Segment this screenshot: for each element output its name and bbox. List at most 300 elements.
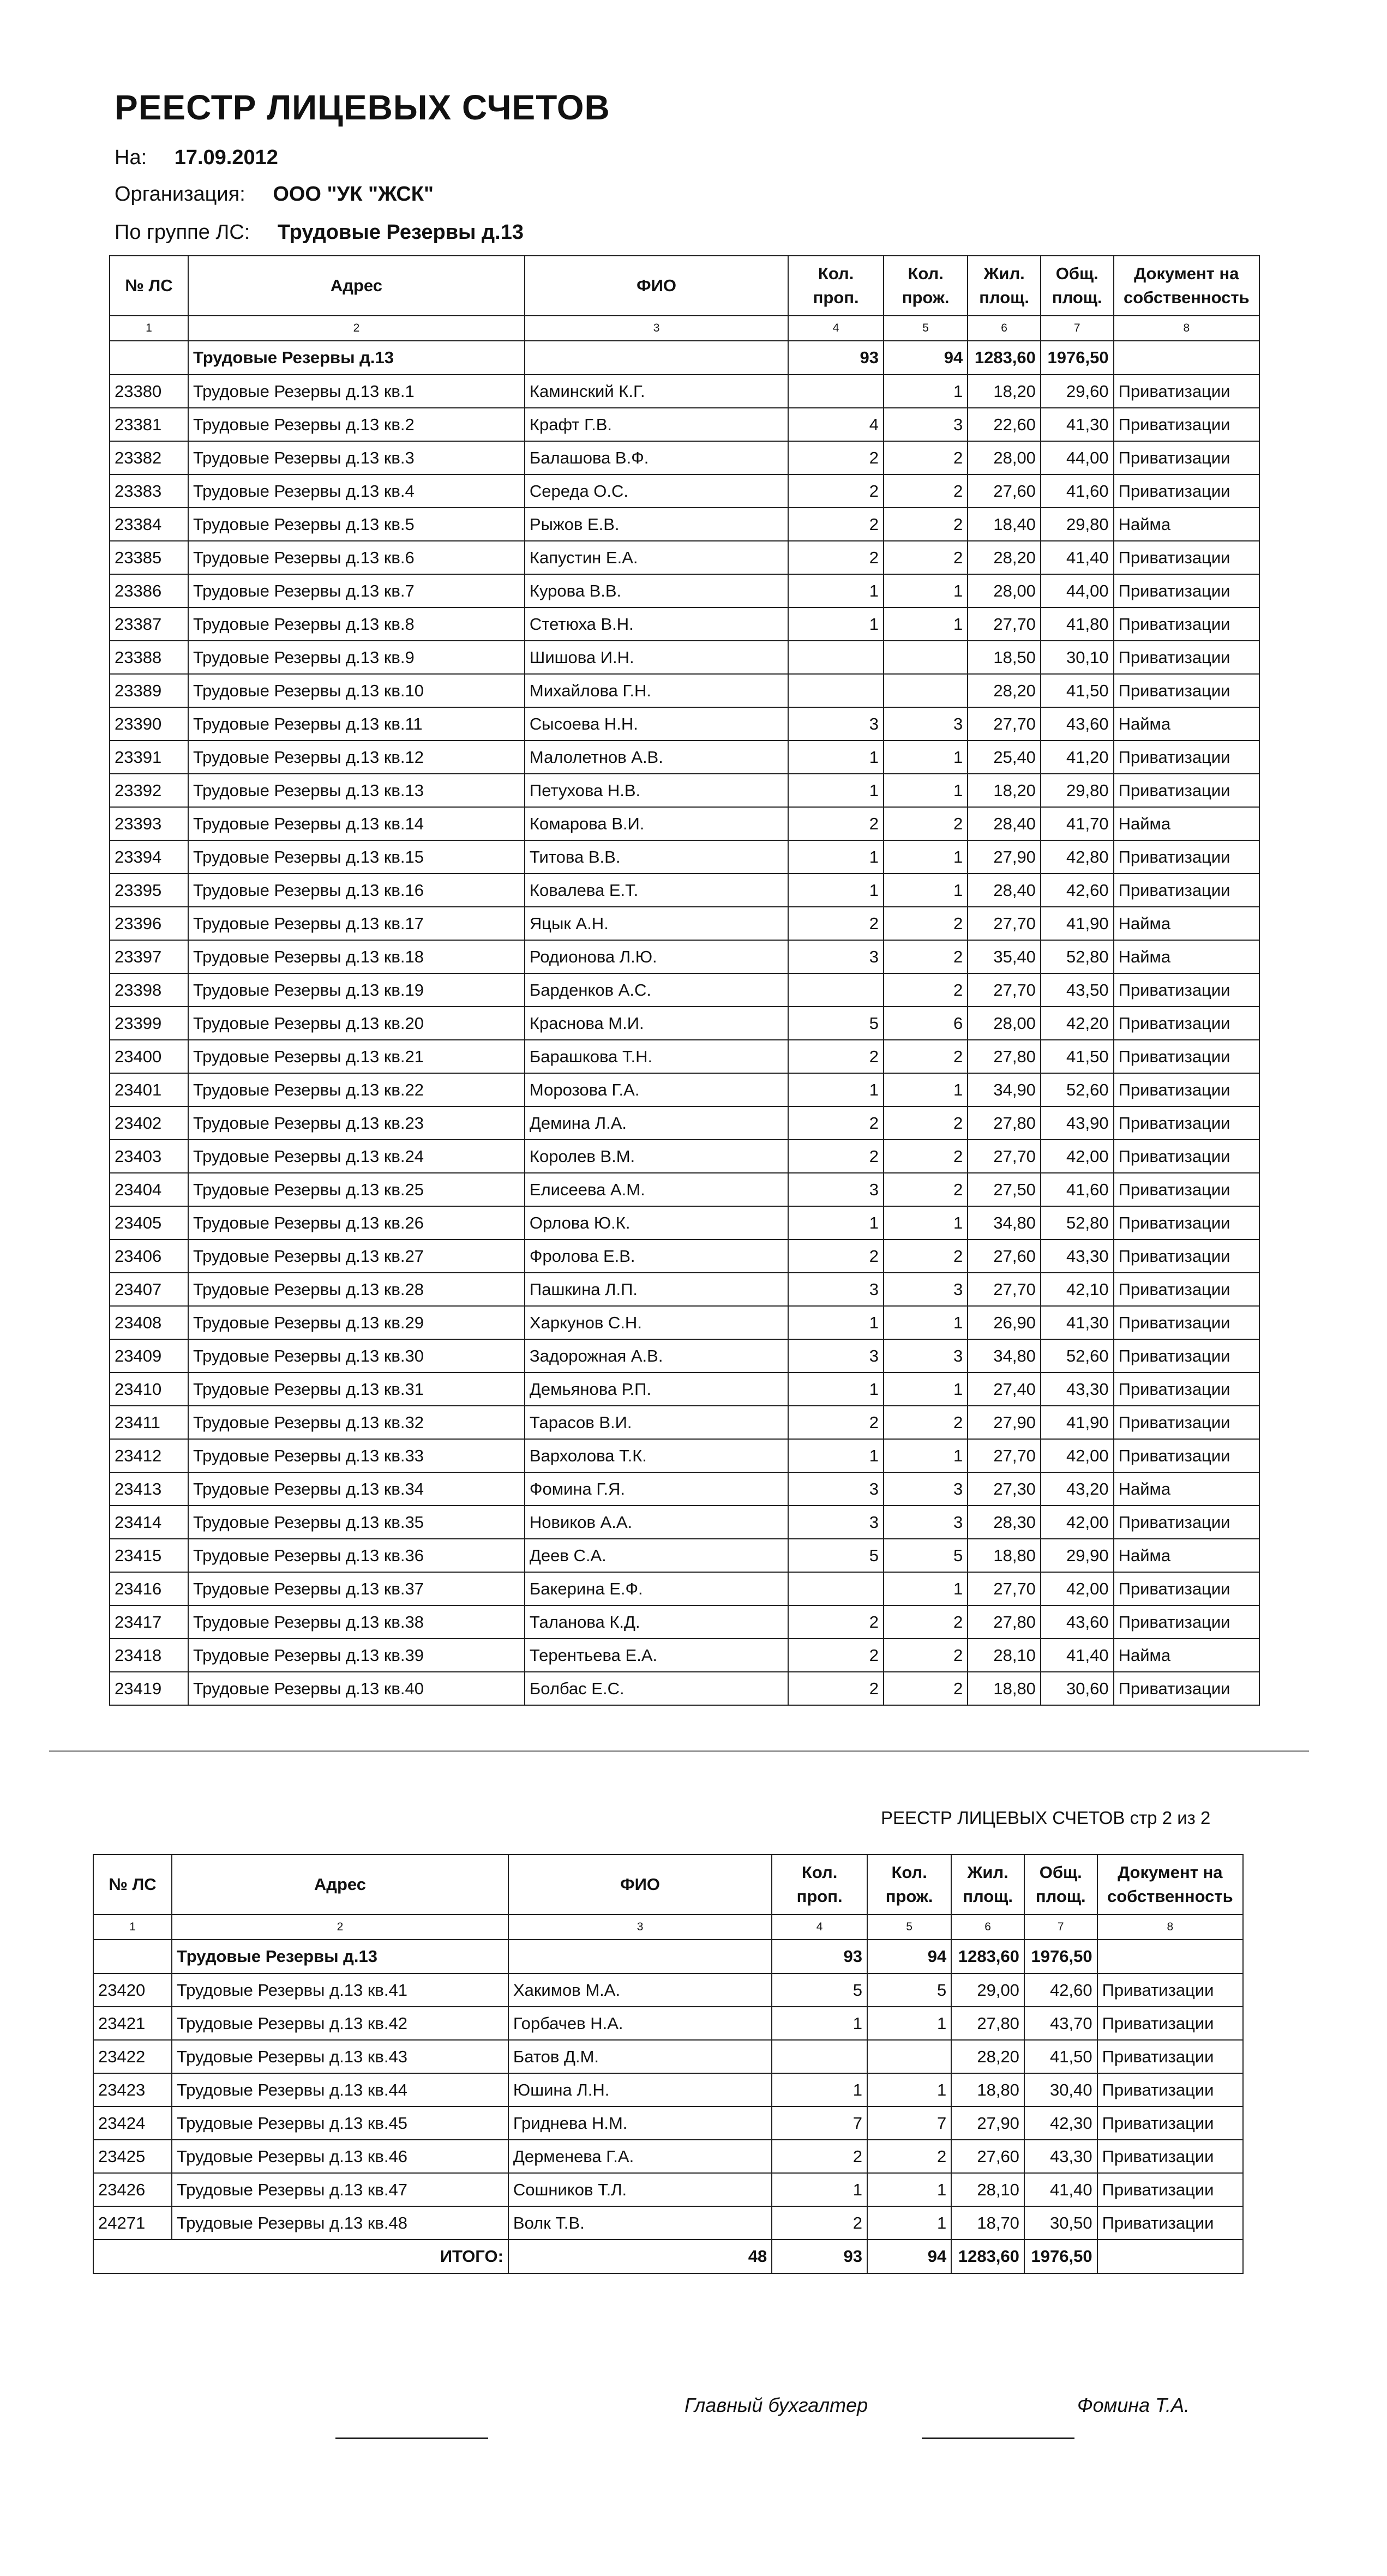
ownership-document: Приватизации xyxy=(1114,1273,1259,1306)
ownership-document: Приватизации xyxy=(1114,741,1259,774)
column-number: 4 xyxy=(772,1915,867,1940)
residing-count: 1 xyxy=(867,2007,951,2040)
living-area: 34,80 xyxy=(968,1339,1041,1373)
owner-name: Елисеева А.М. xyxy=(525,1173,788,1206)
total-area: 41,30 xyxy=(1041,408,1114,441)
account-number: 23403 xyxy=(110,1140,188,1173)
living-area: 27,40 xyxy=(968,1373,1041,1406)
table-row xyxy=(110,408,1259,441)
ownership-document: Приватизации xyxy=(1114,474,1259,508)
total-zhil: 1283,60 xyxy=(951,2240,1024,2273)
column-number: 3 xyxy=(525,316,788,341)
table-row xyxy=(110,1639,1259,1672)
owner-name: Яцык А.Н. xyxy=(525,907,788,940)
account-number: 23384 xyxy=(110,508,188,541)
living-area: 27,70 xyxy=(968,1273,1041,1306)
living-area: 27,80 xyxy=(951,2007,1024,2040)
address: Трудовые Резервы д.13 кв.2 xyxy=(188,408,525,441)
living-area: 18,20 xyxy=(968,375,1041,408)
total-area: 30,60 xyxy=(1041,1672,1114,1705)
owner-name: Тарасов В.И. xyxy=(525,1406,788,1439)
group-obsh: 1976,50 xyxy=(1041,341,1114,375)
living-area: 27,50 xyxy=(968,1173,1041,1206)
owner-name: Комарова В.И. xyxy=(525,807,788,840)
registered-count: 1 xyxy=(788,840,884,874)
table-row xyxy=(110,1605,1259,1639)
group-prop: 93 xyxy=(772,1940,867,1973)
account-number: 23411 xyxy=(110,1406,188,1439)
address: Трудовые Резервы д.13 кв.45 xyxy=(172,2106,508,2140)
account-number: 23423 xyxy=(93,2073,172,2106)
owner-name: Петухова Н.В. xyxy=(525,774,788,807)
group-label: По группе ЛС: xyxy=(115,221,250,244)
total-prop: 93 xyxy=(772,2240,867,2273)
total-area: 29,80 xyxy=(1041,508,1114,541)
registered-count: 1 xyxy=(788,1373,884,1406)
table-row xyxy=(110,1140,1259,1173)
residing-count: 1 xyxy=(867,2073,951,2106)
column-header: Общ. площ. xyxy=(1024,1855,1097,1915)
registered-count: 1 xyxy=(788,1439,884,1472)
living-area: 18,70 xyxy=(951,2206,1024,2240)
column-header: Кол. прож. xyxy=(867,1855,951,1915)
living-area: 27,80 xyxy=(968,1605,1041,1639)
living-area: 28,40 xyxy=(968,807,1041,840)
account-number: 23421 xyxy=(93,2007,172,2040)
total-area: 43,60 xyxy=(1041,707,1114,741)
group-fio-cell xyxy=(508,1940,772,1973)
living-area: 18,40 xyxy=(968,508,1041,541)
address: Трудовые Резервы д.13 кв.7 xyxy=(188,574,525,607)
registry-table-page-1 xyxy=(109,255,1260,1706)
owner-name: Рыжов Е.В. xyxy=(525,508,788,541)
residing-count xyxy=(867,2040,951,2073)
table-row xyxy=(110,1572,1259,1605)
living-area: 27,70 xyxy=(968,1140,1041,1173)
address: Трудовые Резервы д.13 кв.38 xyxy=(188,1605,525,1639)
address: Трудовые Резервы д.13 кв.42 xyxy=(172,2007,508,2040)
owner-name: Малолетнов А.В. xyxy=(525,741,788,774)
residing-count: 3 xyxy=(884,1472,968,1506)
address: Трудовые Резервы д.13 кв.24 xyxy=(188,1140,525,1173)
group-summary-row xyxy=(110,341,1259,375)
ownership-document: Найма xyxy=(1114,1539,1259,1572)
living-area: 27,70 xyxy=(968,607,1041,641)
table-row xyxy=(110,1007,1259,1040)
table-row xyxy=(110,1273,1259,1306)
account-number: 23417 xyxy=(110,1605,188,1639)
account-number: 23392 xyxy=(110,774,188,807)
residing-count: 1 xyxy=(884,741,968,774)
column-number: 2 xyxy=(172,1915,508,1940)
address: Трудовые Резервы д.13 кв.14 xyxy=(188,807,525,840)
residing-count: 2 xyxy=(884,1605,968,1639)
account-number: 23396 xyxy=(110,907,188,940)
account-number: 23394 xyxy=(110,840,188,874)
table-row xyxy=(110,375,1259,408)
ownership-document: Приватизации xyxy=(1114,1373,1259,1406)
ownership-document: Найма xyxy=(1114,508,1259,541)
residing-count: 2 xyxy=(884,1239,968,1273)
residing-count: 3 xyxy=(884,408,968,441)
total-area: 43,30 xyxy=(1041,1373,1114,1406)
registered-count: 2 xyxy=(788,1605,884,1639)
table-row xyxy=(110,1506,1259,1539)
table-row xyxy=(110,1040,1259,1073)
ownership-document: Приватизации xyxy=(1114,1339,1259,1373)
living-area: 18,80 xyxy=(968,1672,1041,1705)
total-area: 41,50 xyxy=(1041,1040,1114,1073)
account-number: 23420 xyxy=(93,1973,172,2007)
registered-count: 2 xyxy=(788,1106,884,1140)
address: Трудовые Резервы д.13 кв.36 xyxy=(188,1539,525,1572)
address: Трудовые Резервы д.13 кв.6 xyxy=(188,541,525,574)
registered-count: 2 xyxy=(788,1040,884,1073)
table-row xyxy=(93,2040,1243,2073)
owner-name: Капустин Е.А. xyxy=(525,541,788,574)
owner-name: Середа О.С. xyxy=(525,474,788,508)
total-area: 43,90 xyxy=(1041,1106,1114,1140)
column-header: Жил. площ. xyxy=(951,1855,1024,1915)
column-header: ФИО xyxy=(508,1855,772,1915)
registered-count: 1 xyxy=(788,1073,884,1106)
residing-count: 1 xyxy=(884,1073,968,1106)
owner-name: Сысоева Н.Н. xyxy=(525,707,788,741)
total-count: 48 xyxy=(508,2240,772,2273)
residing-count: 6 xyxy=(884,1007,968,1040)
table-row xyxy=(110,1439,1259,1472)
living-area: 27,80 xyxy=(968,1106,1041,1140)
owner-name: Морозова Г.А. xyxy=(525,1073,788,1106)
address: Трудовые Резервы д.13 кв.4 xyxy=(188,474,525,508)
column-header: Кол. проп. xyxy=(772,1855,867,1915)
owner-name: Каминский К.Г. xyxy=(525,375,788,408)
registered-count: 1 xyxy=(788,1306,884,1339)
total-area: 43,30 xyxy=(1024,2140,1097,2173)
column-number: 7 xyxy=(1024,1915,1097,1940)
column-number: 8 xyxy=(1114,316,1259,341)
residing-count: 2 xyxy=(884,1040,968,1073)
account-number: 23387 xyxy=(110,607,188,641)
table-row xyxy=(110,774,1259,807)
residing-count: 2 xyxy=(884,807,968,840)
owner-name: Таланова К.Д. xyxy=(525,1605,788,1639)
total-area: 41,90 xyxy=(1041,907,1114,940)
total-area: 52,60 xyxy=(1041,1073,1114,1106)
total-area: 43,70 xyxy=(1024,2007,1097,2040)
living-area: 28,00 xyxy=(968,574,1041,607)
living-area: 25,40 xyxy=(968,741,1041,774)
owner-name: Родионова Л.Ю. xyxy=(525,940,788,973)
owner-name: Пашкина Л.П. xyxy=(525,1273,788,1306)
total-area: 43,20 xyxy=(1041,1472,1114,1506)
address: Трудовые Резервы д.13 кв.13 xyxy=(188,774,525,807)
residing-count: 1 xyxy=(867,2173,951,2206)
table-row xyxy=(93,2073,1243,2106)
column-header: Документ на собственность xyxy=(1114,256,1259,316)
residing-count: 2 xyxy=(884,940,968,973)
table-row xyxy=(110,641,1259,674)
residing-count: 1 xyxy=(884,1306,968,1339)
total-area: 41,90 xyxy=(1041,1406,1114,1439)
total-area: 52,60 xyxy=(1041,1339,1114,1373)
address: Трудовые Резервы д.13 кв.48 xyxy=(172,2206,508,2240)
address: Трудовые Резервы д.13 кв.27 xyxy=(188,1239,525,1273)
account-number: 23405 xyxy=(110,1206,188,1239)
table-row xyxy=(110,1173,1259,1206)
address: Трудовые Резервы д.13 кв.8 xyxy=(188,607,525,641)
address: Трудовые Резервы д.13 кв.37 xyxy=(188,1572,525,1605)
owner-name: Гриднева Н.М. xyxy=(508,2106,772,2140)
total-area: 42,30 xyxy=(1024,2106,1097,2140)
account-number: 23412 xyxy=(110,1439,188,1472)
account-number: 23406 xyxy=(110,1239,188,1273)
group-prop: 93 xyxy=(788,341,884,375)
account-number: 23381 xyxy=(110,408,188,441)
registered-count: 7 xyxy=(772,2106,867,2140)
address: Трудовые Резервы д.13 кв.9 xyxy=(188,641,525,674)
address: Трудовые Резервы д.13 кв.29 xyxy=(188,1306,525,1339)
owner-name: Харкунов С.Н. xyxy=(525,1306,788,1339)
group-proj: 94 xyxy=(884,341,968,375)
account-number: 23390 xyxy=(110,707,188,741)
registered-count: 3 xyxy=(788,1173,884,1206)
ownership-document: Приватизации xyxy=(1114,1007,1259,1040)
registered-count: 5 xyxy=(788,1007,884,1040)
residing-count: 3 xyxy=(884,707,968,741)
living-area: 28,30 xyxy=(968,1506,1041,1539)
total-area: 41,30 xyxy=(1041,1306,1114,1339)
registered-count: 2 xyxy=(788,508,884,541)
registered-count: 2 xyxy=(788,441,884,474)
registered-count: 1 xyxy=(788,874,884,907)
table-row xyxy=(110,707,1259,741)
living-area: 34,90 xyxy=(968,1073,1041,1106)
registered-count xyxy=(788,674,884,707)
living-area: 27,70 xyxy=(968,973,1041,1007)
ownership-document: Приватизации xyxy=(1114,1106,1259,1140)
column-number: 7 xyxy=(1041,316,1114,341)
table-row xyxy=(110,741,1259,774)
residing-count: 2 xyxy=(884,1672,968,1705)
total-area: 42,80 xyxy=(1041,840,1114,874)
address: Трудовые Резервы д.13 кв.23 xyxy=(188,1106,525,1140)
account-number: 23410 xyxy=(110,1373,188,1406)
account-number: 23380 xyxy=(110,375,188,408)
living-area: 27,60 xyxy=(951,2140,1024,2173)
living-area: 27,70 xyxy=(968,1439,1041,1472)
column-number: 6 xyxy=(951,1915,1024,1940)
column-header: Документ на собственность xyxy=(1097,1855,1243,1915)
address: Трудовые Резервы д.13 кв.18 xyxy=(188,940,525,973)
residing-count: 1 xyxy=(884,1572,968,1605)
ownership-document: Найма xyxy=(1114,1472,1259,1506)
ownership-document: Приватизации xyxy=(1114,1073,1259,1106)
table-row xyxy=(110,1539,1259,1572)
organization-label: Организация: xyxy=(115,183,245,206)
residing-count: 1 xyxy=(884,1439,968,1472)
residing-count: 1 xyxy=(884,774,968,807)
living-area: 26,90 xyxy=(968,1306,1041,1339)
registered-count: 2 xyxy=(788,1140,884,1173)
living-area: 27,60 xyxy=(968,474,1041,508)
account-number: 23391 xyxy=(110,741,188,774)
total-proj: 94 xyxy=(867,2240,951,2273)
account-number: 23413 xyxy=(110,1472,188,1506)
total-area: 43,50 xyxy=(1041,973,1114,1007)
residing-count: 1 xyxy=(884,840,968,874)
residing-count: 1 xyxy=(884,574,968,607)
ownership-document: Приватизации xyxy=(1114,1239,1259,1273)
ownership-document: Приватизации xyxy=(1114,375,1259,408)
address: Трудовые Резервы д.13 кв.19 xyxy=(188,973,525,1007)
residing-count: 3 xyxy=(884,1506,968,1539)
owner-name: Демина Л.А. xyxy=(525,1106,788,1140)
residing-count: 2 xyxy=(884,1173,968,1206)
date-value: 17.09.2012 xyxy=(174,146,278,169)
address: Трудовые Резервы д.13 кв.28 xyxy=(188,1273,525,1306)
registered-count: 3 xyxy=(788,1472,884,1506)
residing-count xyxy=(884,641,968,674)
account-number: 23388 xyxy=(110,641,188,674)
registered-count: 3 xyxy=(788,940,884,973)
living-area: 27,90 xyxy=(968,1406,1041,1439)
column-number: 5 xyxy=(884,316,968,341)
account-number: 23424 xyxy=(93,2106,172,2140)
living-area: 27,80 xyxy=(968,1040,1041,1073)
group-doc-cell xyxy=(1114,341,1259,375)
table-row xyxy=(110,1106,1259,1140)
table-row xyxy=(110,541,1259,574)
residing-count: 2 xyxy=(884,1639,968,1672)
owner-name: Михайлова Г.Н. xyxy=(525,674,788,707)
owner-name: Курова В.В. xyxy=(525,574,788,607)
registered-count: 1 xyxy=(772,2073,867,2106)
registered-count xyxy=(788,973,884,1007)
signature-line-left xyxy=(335,2437,488,2439)
group-address: Трудовые Резервы д.13 xyxy=(172,1940,508,1973)
owner-name: Барашкова Т.Н. xyxy=(525,1040,788,1073)
residing-count: 3 xyxy=(884,1339,968,1373)
registered-count: 4 xyxy=(788,408,884,441)
living-area: 27,70 xyxy=(968,707,1041,741)
table-row xyxy=(110,508,1259,541)
column-number: 2 xyxy=(188,316,525,341)
living-area: 28,00 xyxy=(968,1007,1041,1040)
residing-count: 2 xyxy=(884,1140,968,1173)
residing-count: 2 xyxy=(884,541,968,574)
residing-count: 1 xyxy=(884,874,968,907)
table-row xyxy=(110,973,1259,1007)
table-row xyxy=(110,1339,1259,1373)
ownership-document: Приватизации xyxy=(1097,2073,1243,2106)
living-area: 28,40 xyxy=(968,874,1041,907)
registered-count: 1 xyxy=(788,1206,884,1239)
registered-count: 2 xyxy=(788,1239,884,1273)
page-2-header: РЕЕСТР ЛИЦЕВЫХ СЧЕТОВ стр 2 из 2 xyxy=(881,1808,1211,1828)
account-number: 23399 xyxy=(110,1007,188,1040)
ownership-document: Приватизации xyxy=(1097,2206,1243,2240)
ownership-document: Приватизации xyxy=(1114,1040,1259,1073)
registered-count: 1 xyxy=(772,2007,867,2040)
group-fio-cell xyxy=(525,341,788,375)
residing-count: 7 xyxy=(867,2106,951,2140)
registry-table-page-2 xyxy=(93,1854,1244,2274)
ownership-document: Приватизации xyxy=(1114,607,1259,641)
signature-role: Главный бухгалтер xyxy=(685,2394,868,2416)
owner-name: Королев В.М. xyxy=(525,1140,788,1173)
owner-name: Орлова Ю.К. xyxy=(525,1206,788,1239)
table-row xyxy=(93,2106,1243,2140)
ownership-document: Приватизации xyxy=(1114,1572,1259,1605)
residing-count: 2 xyxy=(884,907,968,940)
table-row xyxy=(110,907,1259,940)
total-area: 42,00 xyxy=(1041,1506,1114,1539)
table-row xyxy=(110,807,1259,840)
organization-line xyxy=(115,183,434,206)
ownership-document: Приватизации xyxy=(1114,1506,1259,1539)
table-row xyxy=(110,441,1259,474)
registered-count: 1 xyxy=(788,741,884,774)
total-area: 41,20 xyxy=(1041,741,1114,774)
total-area: 41,70 xyxy=(1041,807,1114,840)
account-number: 23383 xyxy=(110,474,188,508)
column-number: 6 xyxy=(968,316,1041,341)
owner-name: Сошников Т.Л. xyxy=(508,2173,772,2206)
ownership-document: Приватизации xyxy=(1114,874,1259,907)
total-area: 42,60 xyxy=(1024,1973,1097,2007)
address: Трудовые Резервы д.13 кв.5 xyxy=(188,508,525,541)
table-row xyxy=(110,1073,1259,1106)
column-header: № ЛС xyxy=(110,256,188,316)
table-row xyxy=(110,474,1259,508)
address: Трудовые Резервы д.13 кв.12 xyxy=(188,741,525,774)
address: Трудовые Резервы д.13 кв.33 xyxy=(188,1439,525,1472)
living-area: 35,40 xyxy=(968,940,1041,973)
ownership-document: Приватизации xyxy=(1097,1973,1243,2007)
owner-name: Волк Т.В. xyxy=(508,2206,772,2240)
owner-name: Дерменева Г.А. xyxy=(508,2140,772,2173)
account-number: 23409 xyxy=(110,1339,188,1373)
ownership-document: Приватизации xyxy=(1114,774,1259,807)
table-row xyxy=(93,2007,1243,2040)
total-area: 52,80 xyxy=(1041,1206,1114,1239)
column-header: Кол. проп. xyxy=(788,256,884,316)
group-zhil: 1283,60 xyxy=(951,1940,1024,1973)
column-header: Жил. площ. xyxy=(968,256,1041,316)
group-zhil: 1283,60 xyxy=(968,341,1041,375)
address: Трудовые Резервы д.13 кв.3 xyxy=(188,441,525,474)
registered-count: 3 xyxy=(788,1273,884,1306)
address: Трудовые Резервы д.13 кв.17 xyxy=(188,907,525,940)
total-area: 41,60 xyxy=(1041,474,1114,508)
registered-count: 1 xyxy=(788,607,884,641)
registered-count: 1 xyxy=(788,574,884,607)
total-area: 41,60 xyxy=(1041,1173,1114,1206)
total-area: 43,30 xyxy=(1041,1239,1114,1273)
residing-count: 2 xyxy=(884,1406,968,1439)
column-header: № ЛС xyxy=(93,1855,172,1915)
residing-count: 1 xyxy=(867,2206,951,2240)
account-number: 24271 xyxy=(93,2206,172,2240)
address: Трудовые Резервы д.13 кв.25 xyxy=(188,1173,525,1206)
living-area: 28,10 xyxy=(968,1639,1041,1672)
account-number: 23407 xyxy=(110,1273,188,1306)
owner-name: Задорожная А.В. xyxy=(525,1339,788,1373)
registered-count: 3 xyxy=(788,707,884,741)
address: Трудовые Резервы д.13 кв.10 xyxy=(188,674,525,707)
living-area: 28,10 xyxy=(951,2173,1024,2206)
